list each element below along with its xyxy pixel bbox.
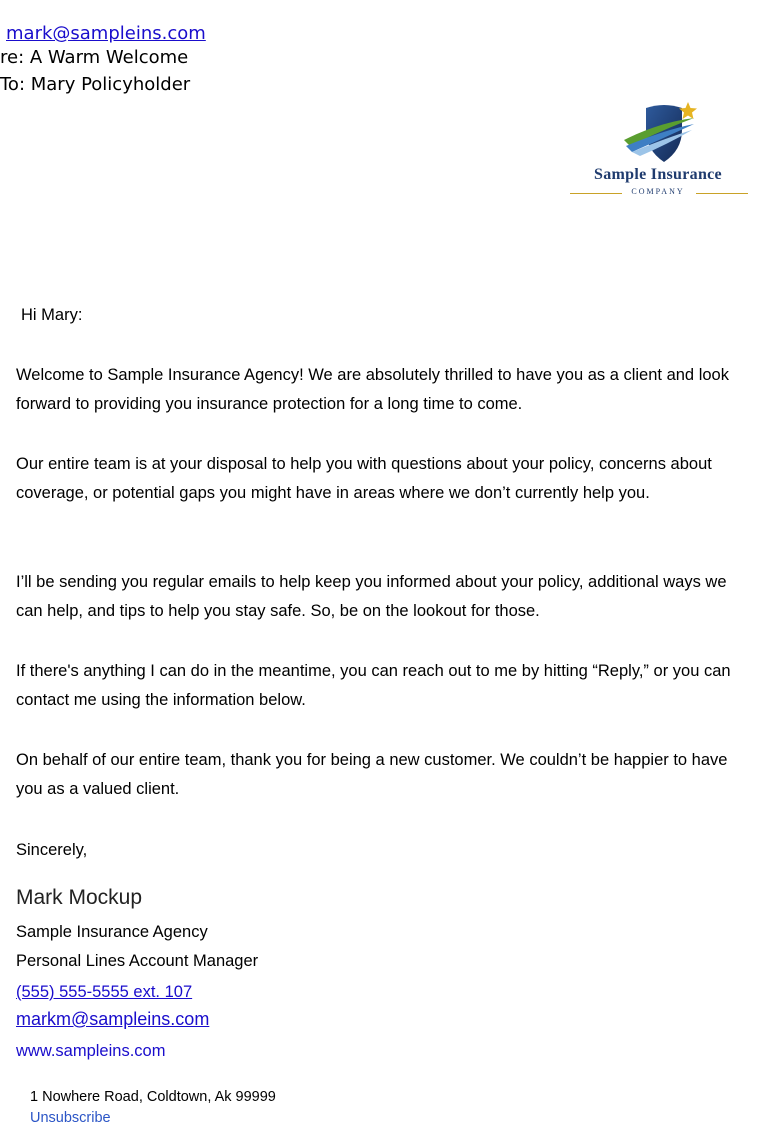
- from-email-link[interactable]: mark@sampleins.com: [6, 23, 206, 44]
- company-logo: [560, 100, 756, 200]
- shield-star-swoosh-icon: [560, 100, 756, 166]
- to-line: To: Mary Policyholder: [0, 74, 191, 95]
- paragraph-team: Our entire team is at your disposal to help you with questions about your policy, concerns about coverage, or potential gaps you might have in areas where we don’t currently help you.: [16, 455, 712, 502]
- signature-email-link[interactable]: markm@sampleins.com: [16, 1009, 210, 1029]
- paragraph-contact: If there's anything I can do in the meantime, you can reach out to me by hitting “Reply,” or you can contact me using the information below.: [16, 662, 731, 709]
- signature-title: Personal Lines Account Manager: [16, 952, 259, 970]
- unsubscribe-link[interactable]: Unsubscribe: [30, 1110, 111, 1126]
- paragraph-welcome: Welcome to Sample Insurance Agency! We are absolutely thrilled to have you as a client and look forward to providing you insurance protection for a long time to come.: [16, 366, 729, 413]
- paragraph-emails: I’ll be sending you regular emails to help keep you informed about your policy, additional ways we can help, and tips to help you stay safe. So, be on the lookout for those.: [16, 573, 727, 620]
- logo-subtitle: [560, 187, 756, 199]
- signature-phone-link[interactable]: (555) 555-5555 ext. 107: [16, 983, 193, 1001]
- signature-agency: Sample Insurance Agency: [16, 923, 208, 941]
- logo-divider-right: [696, 193, 748, 194]
- signature-website-link[interactable]: www.sampleins.com: [16, 1042, 166, 1060]
- from-row: [6, 22, 206, 46]
- subject-line: re: A Warm Welcome: [0, 47, 189, 68]
- greeting: Hi Mary:: [21, 306, 83, 324]
- logo-subtitle-text: COMPANY: [631, 187, 685, 196]
- closing: Sincerely,: [16, 841, 88, 859]
- signature-name: Mark Mockup: [16, 886, 143, 909]
- footer-address: 1 Nowhere Road, Coldtown, Ak 99999: [30, 1089, 276, 1105]
- logo-company-name: Sample Insurance: [594, 166, 722, 183]
- paragraph-thanks: On behalf of our entire team, thank you for being a new customer. We couldn’t be happier to have you as a valued client.: [16, 751, 728, 798]
